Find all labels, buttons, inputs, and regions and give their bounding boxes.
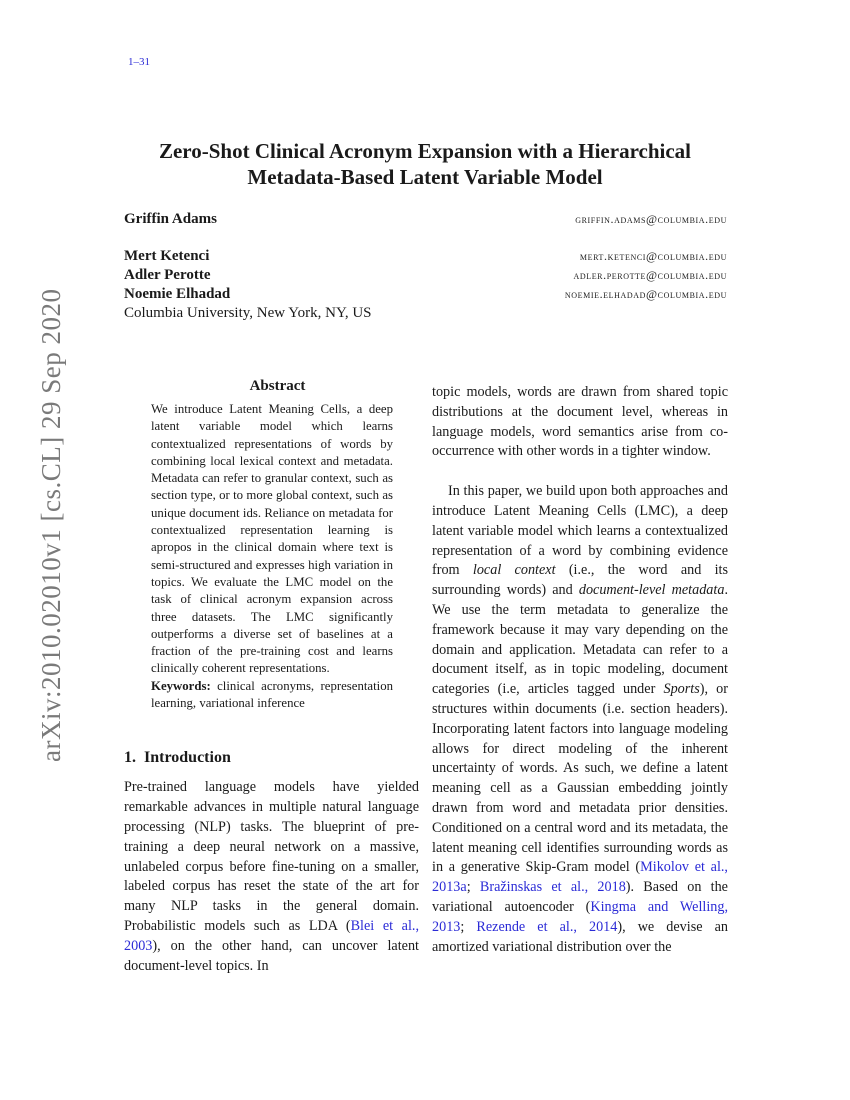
body-text: . We use the term metadata to generalize the framework because it may vary depending on the domain and application. Metadata can refer to a document itself, as in topic modeling, document categories (i.e, articles tagged under xyxy=(432,582,728,698)
abstract-body xyxy=(151,401,393,712)
abstract-heading: Abstract xyxy=(249,378,306,394)
keywords-list: clinical acronyms, representation learning, variational inference xyxy=(151,678,394,711)
page-number-range: 1–31 xyxy=(128,56,150,68)
body-paragraph xyxy=(432,383,728,462)
body-text: ; xyxy=(466,879,480,896)
introduction-paragraph xyxy=(124,778,419,976)
abstract-text: We introduce Latent Meaning Cells, a deep latent variable model which learns contextualized representations of words by combining local lexical context and metadata. Metadata can refer to granular context, such as section type, or to more global context, such as unique document ids. Reliance on metadata for contextualized representation learning is apropos in the clinical domain where text is semi-structured and expresses high variation in topics. We evaluate the LMC model on the task of clinical acronym expansion across three datasets. The LMC significantly outperforms a diverse set of baselines at a fraction of the pre-training cost and learns clinically coherent representations. xyxy=(151,402,393,676)
author-block xyxy=(124,211,727,324)
title-line-2: Metadata-Based Latent Variable Model xyxy=(247,165,603,189)
author-email[interactable]: mert.ketenci@columbia.edu xyxy=(579,249,727,263)
paper-title xyxy=(100,138,750,190)
citation-link[interactable]: Mikolov et al., 2013a xyxy=(432,859,728,896)
body-text: ). Based on the variational autoencoder ( xyxy=(432,879,728,915)
body-text: ), we devise an amortized variational distribution over the xyxy=(432,918,728,955)
citation-link[interactable]: Kingma and Welling, 2013 xyxy=(432,898,729,935)
emphasis-text: Sports xyxy=(663,681,700,698)
author-name: Noemie Elhadad xyxy=(124,286,231,302)
body-text: In this paper, we build upon both approaches and introduce Latent Meaning Cells (LMC), a deep latent variable model which learns a contextualized representation of a word by combining evidence from xyxy=(432,483,728,579)
intro-text: ), on the other hand, can uncover latent document-level topics. In xyxy=(124,937,419,974)
arxiv-identifier-stamp: arXiv:2010.02010v1 [cs.CL] 29 Sep 2020 xyxy=(36,288,66,762)
author-row xyxy=(124,267,727,286)
intro-text: Pre-trained language models have yielded remarkable advances in multiple natural language processing (NLP) tasks. The blueprint of pre-training a deep neural network on a massive, unlabeled corpus before fine-tuning on a smaller, labeled corpus has reset the state of the art for many NLP tasks in the general domain. Probabilistic models such as LDA ( xyxy=(124,779,419,934)
author-email[interactable]: adler.perotte@columbia.edu xyxy=(573,268,727,282)
body-text: ; xyxy=(460,918,477,935)
author-name: Griffin Adams xyxy=(124,211,217,227)
emphasis-text: local context xyxy=(472,562,556,579)
author-row xyxy=(124,286,727,305)
section-title-text: Introduction xyxy=(144,749,231,767)
author-name: Adler Perotte xyxy=(124,267,211,283)
title-line-1: Zero-Shot Clinical Acronym Expansion with a Hierarchical xyxy=(158,139,692,163)
author-row xyxy=(124,211,727,230)
body-paragraph xyxy=(432,482,728,957)
author-name: Mert Ketenci xyxy=(124,248,210,264)
citation-link[interactable]: Rezende et al., 2014 xyxy=(476,918,618,935)
citation-link[interactable]: Bražinskas et al., 2018 xyxy=(479,879,626,896)
author-email[interactable]: griffin.adams@columbia.edu xyxy=(575,212,727,226)
author-affiliation: Columbia University, New York, NY, US xyxy=(124,305,372,321)
keywords-label: Keywords: xyxy=(151,678,211,693)
section-heading-introduction xyxy=(124,749,419,767)
body-text: (i.e., the word and its surrounding words) and xyxy=(432,562,728,599)
body-text: topic models, words are drawn from shared topic distributions at the document level, whereas in language models, word semantics arise from co-occurrence with other words in a tighter window. xyxy=(432,384,728,460)
left-column xyxy=(124,378,419,976)
author-email[interactable]: noemie.elhadad@columbia.edu xyxy=(564,287,727,301)
right-column xyxy=(432,383,728,957)
citation-link[interactable]: Blei et al., 2003 xyxy=(124,917,419,954)
author-row xyxy=(124,248,727,267)
emphasis-text: document-level metadata xyxy=(578,582,725,599)
body-text: ), or structures within documents (i.e. section headers). Incorporating latent factors into language modeling allows for direct modeling of the inherent uncertainty of words. As such, we define a latent meaning cell as a Gaussian embedding jointly drawn from word and metadata prior densities. Conditioned on a central word and its metadata, the latent meaning cell identifies surrounding words as in a generative Skip-Gram model ( xyxy=(432,681,728,876)
section-number: 1. xyxy=(124,749,136,767)
